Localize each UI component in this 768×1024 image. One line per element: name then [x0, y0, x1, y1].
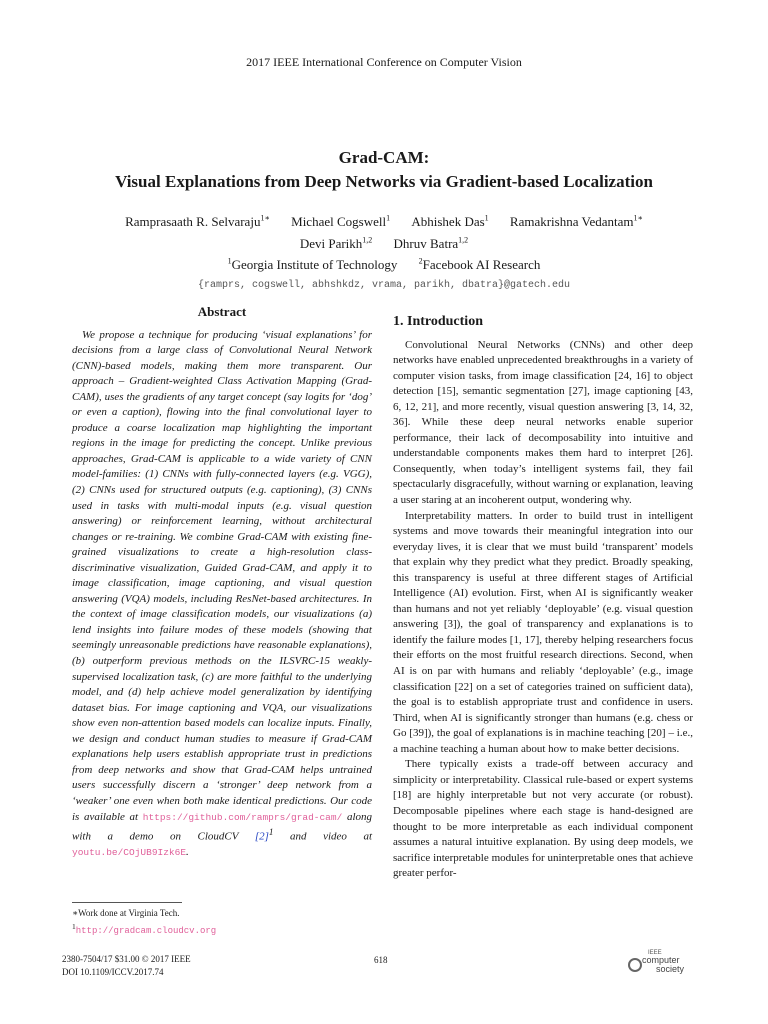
left-column	[72, 304, 372, 861]
affiliation: $^1$Georgia Institute of Technology	[227, 256, 398, 272]
conference-header: 2017 IEEE International Conference on Computer Vision	[246, 55, 522, 69]
video-link[interactable]: youtu.be/COjUB9Izk6E	[72, 847, 187, 859]
footnotes	[72, 902, 372, 938]
intro-paragraph-1: Convolutional Neural Networks (CNNs) and other deep networks have enabled unprecedented breakthroughs in a variety of computer vision tasks, from image classification [24, 16] to object detection [15], semantic segmentation [27], image captioning [43, 6, 12, 21], and more recently, visual question answering [3, 14, 32, 36]. While these deep neural networks enable superior performance, their lack of decomposability into intuitive and understandable components makes them hard to interpret [26]. Consequently, when today’s intelligent systems fail, they fail spectacularly disgracefully, without warning or explanation, leaving a user staring at an incoherent output, wondering why.	[393, 338, 693, 507]
footnote-marker: 1	[268, 827, 274, 838]
affiliations	[0, 253, 768, 274]
gradcam-url-link[interactable]: http://gradcam.cloudcv.org	[75, 926, 217, 936]
page-number: 618	[374, 955, 388, 965]
author-emails: {ramprs, cogswell, abhshkdz, vrama, parikh, dbatra}@gatech.edu	[197, 279, 571, 291]
ieee-computer-society-logo: IEEE computer society	[628, 950, 708, 978]
author: Abhishek Das$^1$	[411, 214, 489, 230]
author: Ramprasaath R. Selvaraju$^{1∗}$	[125, 214, 270, 230]
author-row-2	[0, 231, 768, 252]
intro-paragraph-3: There typically exists a trade-off between accuracy and simplicity or interpretability. Classical rule-based or expert systems [18] are highly interpretable but not very accurate (or robust). Decomposable pipelines where each stage is hand-designed are thought to be more interpretable as each individual component assumes a natural intuitive explanation. By using deep models, we sacrifice interpretable modules for uninterpretable ones that achieve greater perfor-	[393, 758, 693, 880]
footnote-work-done: ∗Work done at Virginia Tech.	[72, 908, 180, 918]
footer-doi: DOI 10.1109/ICCV.2017.74	[62, 967, 164, 977]
abstract-heading: Abstract	[197, 304, 247, 319]
title-line-2: Visual Explanations from Deep Networks via Gradient-based Localization	[115, 172, 653, 191]
paper-title	[0, 146, 768, 194]
author: Devi Parikh$^{1,2}$	[299, 235, 373, 251]
footer-issn: 2380-7504/17 $31.00 © 2017 IEEE	[62, 954, 191, 964]
author: Dhruv Batra$^{1,2}$	[393, 235, 469, 251]
footer-identifiers	[62, 953, 191, 979]
affiliation: $^2$Facebook AI Research	[418, 256, 541, 272]
citation-link[interactable]: [2]	[254, 830, 269, 843]
footnote-1: $^1$http://gradcam.cloudcv.org	[72, 922, 217, 936]
author: Ramakrishna Vedantam$^{1∗}$	[509, 214, 643, 230]
logo-ring-icon	[628, 958, 642, 972]
code-link[interactable]: https://github.com/ramprs/grad-cam/	[142, 811, 343, 823]
author-row-1	[0, 210, 768, 231]
title-line-1: Grad-CAM:	[338, 148, 430, 167]
right-column	[393, 314, 693, 882]
abstract-text: We propose a technique for producing ‘visual explanations’ for decisions from a large class of Convolutional Neural Network (CNN)-based models, making them more transparent. Our approach – Gradient-weighted Class Activation Mapping (Grad-CAM), uses the gradients of any target concept (say logits for ‘dog’ or even a caption), flowing into the final convolutional layer to produce a coarse localization map highlighting the important regions in the image for predicting the concept. Unlike previous approaches, Grad-CAM is applicable to a wide variety of CNN model-families: (1) CNNs with fully-connected layers (e.g. VGG), (2) CNNs used for structured outputs (e.g. captioning), (3) CNNs used in tasks with multi-modal inputs (e.g. visual question answering) or reinforcement learning, without architectural changes or re-training. We combine Grad-CAM with existing fine-grained visualizations to create a high-resolution class-discriminative visualization, Guided Grad-CAM, and apply it to image classification, image captioning, and visual question answering (VQA) models, including ResNet-based architectures. In the context of image classification models, our visualizations (a) lend insights into failure modes of these models (showing that seemingly unreasonable predictions have reasonable explanations), (b) outperform previous methods on the ILSVRC-15 weakly-supervised localization task, (c) are more faithful to the underlying model, and (d) help achieve model generalization by identifying dataset bias. For image captioning and VQA, our visualizations show even non-attention based models can localize inputs. Finally, we design and conduct human studies to measure if Grad-CAM explanations help users establish appropriate trust in predictions from deep networks and show that Grad-CAM helps untrained users successfully discern a ‘stronger’ deep network from a ‘weaker’ one even when both make identical predictions. Our code is available at https://github.com/ramprs/grad-cam/ along with a demo on CloudCV $[2]^1$ and video at youtu.be/COjUB9Izk6E.	[72, 328, 373, 859]
footnote-rule	[72, 902, 182, 903]
section-heading-introduction: 1. Introduction	[393, 314, 483, 329]
intro-paragraph-2: Interpretability matters. In order to build trust in intelligent systems and move towards their meaningful integration into our everyday lives, it is clear that we must build ‘transparent’ models that explain why they predict what they predict. Broadly speaking, this transparency is useful at three different stages of Artificial Intelligence (AI) evolution. First, when AI is significantly weaker than humans and not yet reliably ‘deployable’ (e.g. visual question answering [3]), the goal of transparency and explanations is to identify the failure modes [1, 17], thereby helping researchers focus their efforts on the most fruitful research directions. Second, when AI is on par with humans and reliably ‘deployable’ (e.g., image classification [22] on a set of categories trained on sufficient data), the goal is to establish appropriate trust and confidence in users. Third, when AI is significantly stronger than humans (e.g. chess or Go [39]), the goal of explanations is in machine teaching [20] – i.e., a machine teaching a human about how to make better decisions.	[393, 509, 693, 755]
author: Michael Cogswell$^1$	[291, 214, 391, 230]
author-block	[0, 210, 768, 295]
